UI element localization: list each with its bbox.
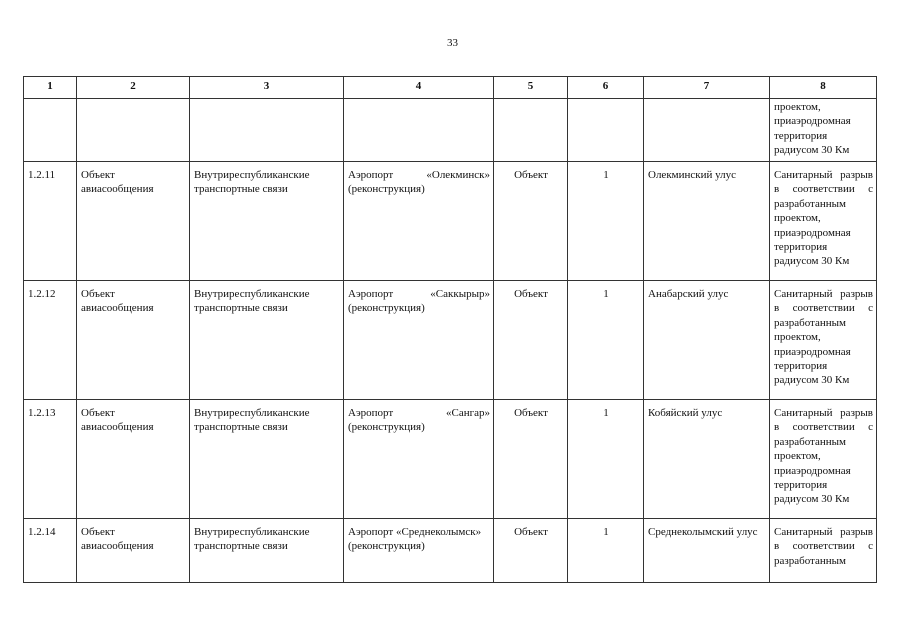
table-row — [24, 281, 877, 400]
objects-table — [23, 76, 877, 583]
continuation-row — [24, 99, 877, 162]
empty-cell — [494, 99, 568, 162]
object-zone: Санитарный разрыв в соответствии с разработанным проектом, приаэродромная территория радиусом 30 Км — [770, 281, 877, 400]
header-row — [24, 77, 877, 99]
table-row — [24, 400, 877, 519]
object-purpose: Внутриреспубликанские транспортные связи — [190, 281, 344, 400]
object-purpose: Внутриреспубликанские транспортные связи — [190, 400, 344, 519]
empty-cell — [190, 99, 344, 162]
object-zone: Санитарный разрыв в соответствии с разработанным проектом, приаэродромная территория радиусом 30 Км — [770, 400, 877, 519]
header-cell: 4 — [344, 77, 494, 99]
empty-cell — [568, 99, 644, 162]
header-cell: 3 — [190, 77, 344, 99]
object-name: Аэропорт «Олекминск» (реконструкция) — [344, 162, 494, 281]
continuation-zone-cell: проектом, приаэродромная территория радиусом 30 Км — [770, 99, 877, 162]
row-number: 1.2.11 — [24, 162, 77, 281]
object-zone: Санитарный разрыв в соответствии с разработанным проектом, приаэродромная территория радиусом 30 Км — [770, 162, 877, 281]
object-count: 1 — [568, 400, 644, 519]
object-location: Среднеколымский улус — [644, 519, 770, 583]
object-count: 1 — [568, 281, 644, 400]
header-cell: 2 — [77, 77, 190, 99]
object-status: Объект — [494, 162, 568, 281]
object-kind: Объект авиасообщения — [77, 162, 190, 281]
object-name: Аэропорт «Саккырыр» (реконструкция) — [344, 281, 494, 400]
object-name: Аэропорт «Среднеколымск» (реконструкция) — [344, 519, 494, 583]
object-location: Анабарский улус — [644, 281, 770, 400]
object-status: Объект — [494, 519, 568, 583]
empty-cell — [644, 99, 770, 162]
object-count: 1 — [568, 162, 644, 281]
object-purpose: Внутриреспубликанские транспортные связи — [190, 519, 344, 583]
object-zone: Санитарный разрыв в соответствии с разработанным — [770, 519, 877, 583]
object-name: Аэропорт «Сангар» (реконструкция) — [344, 400, 494, 519]
row-number: 1.2.12 — [24, 281, 77, 400]
header-cell: 7 — [644, 77, 770, 99]
table-row — [24, 162, 877, 281]
header-cell: 6 — [568, 77, 644, 99]
object-status: Объект — [494, 281, 568, 400]
page-number: 33 — [447, 37, 458, 49]
row-number: 1.2.14 — [24, 519, 77, 583]
object-purpose: Внутриреспубликанские транспортные связи — [190, 162, 344, 281]
object-kind: Объект авиасообщения — [77, 281, 190, 400]
table-row — [24, 519, 877, 583]
header-cell: 5 — [494, 77, 568, 99]
object-kind: Объект авиасообщения — [77, 400, 190, 519]
object-kind: Объект авиасообщения — [77, 519, 190, 583]
empty-cell — [344, 99, 494, 162]
header-cell: 1 — [24, 77, 77, 99]
empty-cell — [77, 99, 190, 162]
object-status: Объект — [494, 400, 568, 519]
row-number: 1.2.13 — [24, 400, 77, 519]
object-location: Олекминский улус — [644, 162, 770, 281]
empty-cell — [24, 99, 77, 162]
object-location: Кобяйский улус — [644, 400, 770, 519]
object-count: 1 — [568, 519, 644, 583]
header-cell: 8 — [770, 77, 877, 99]
